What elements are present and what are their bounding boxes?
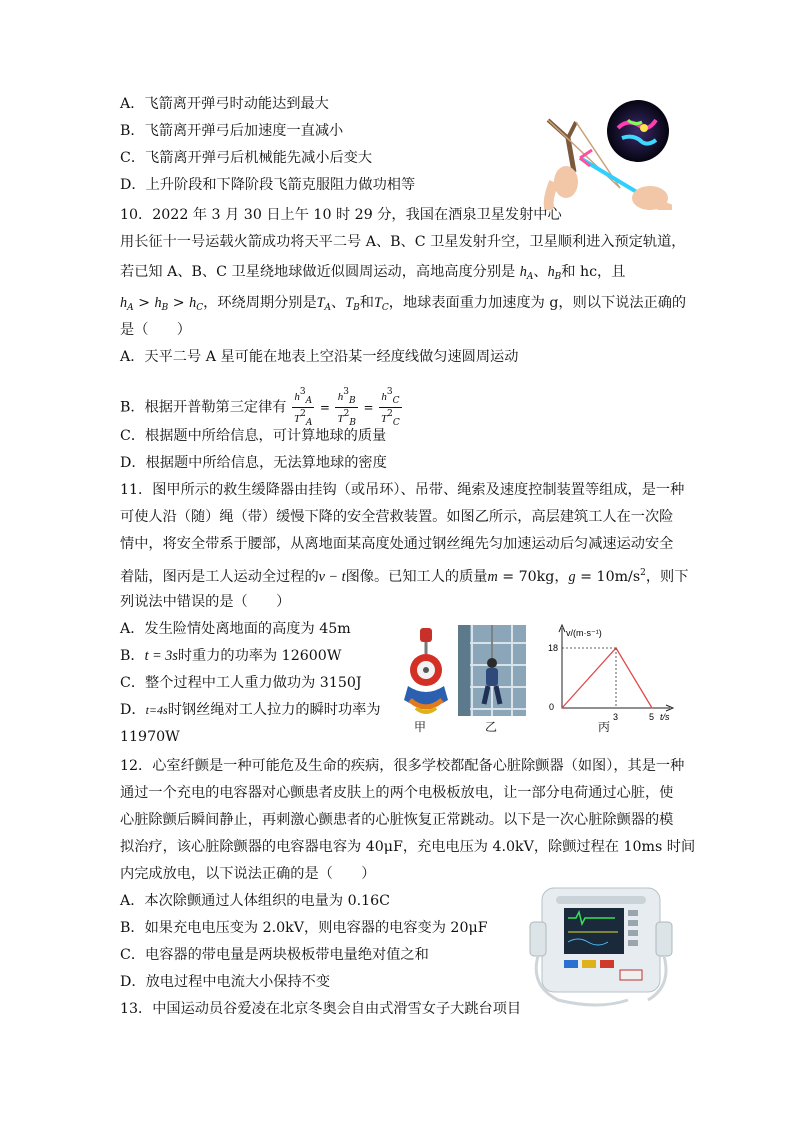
q9-option-b: B．飞箭离开弹弓后加速度一直减小 [120,123,344,139]
q10-stem-line3-text: 若已知 A、B、C 卫星绕地球做近似圆周运动，高地高度分别是 [120,264,516,280]
q11-stem-line3: 情中，将安全带系于腰部，从离地面某高度处通过钢丝绳先匀加速运动后匀减速运动安全 [120,536,674,552]
q10-stem-line5: 是（ ） [120,322,191,338]
q12-stem-line5: 内完成放电，以下说法正确的是（ ） [120,866,376,882]
q10-stem-line1: 10．2022 年 3 月 30 日上午 10 时 29 分，我国在酒泉卫星发射中心 [120,207,562,223]
q11-stem-line1: 11．图甲所示的救生缓降器由挂钩（或吊环）、吊带、绳索及速度控制装置等组成，是一种 [120,482,685,498]
y-tick-label: 18 [548,643,559,653]
x-axis-label: t/s [660,712,670,722]
q10-stem-line4: $h_A > h_B > h_C$，环绕周期分别是$T_A$、$T_B$和$T_C$，地球表面重力加速度为 g，则以下说法正确的 [120,295,687,313]
q13-stem-line1: 13．中国运动员谷爱凌在北京冬奥会自由式滑雪女子大跳台项目 [120,1001,522,1017]
vt-data-point [615,647,617,649]
q11-stem-line4: 着陆，图丙是工人运动全过程的v − t图像。已知工人的质量m = 70kg，$g = 10m/s^2$，则下 [120,568,689,585]
figure-bing-label: 丙 [598,720,611,734]
vt-data-point [651,707,653,709]
vt-data-point [561,707,563,709]
q10-option-a: A．天平二号 A 星可能在地表上空沿某一经度线做匀速圆周运动 [120,349,519,365]
q11-option-b: B．t = 3s时重力的功率为 12600W [120,648,342,664]
q9-option-d: D．上升阶段和下降阶段飞箭克服阻力做功相等 [120,177,416,193]
q11-option-d-line2: 11970W [120,729,180,745]
kepler-fraction-c: $\frac{h^3_C}{T^2_C}$ [381,387,400,428]
q12-option-a: A．本次除颤通过人体组织的电量为 0.16C [120,893,391,909]
figure-yi-label: 乙 [485,720,498,734]
q10-stem-line3: 若已知 A、B、C 卫星绕地球做近似圆周运动，高地高度分别是 $h_A$、$h_B$和 hc，且 [120,264,626,282]
q11-option-a: A．发生险情处离地面的高度为 45m [120,621,351,637]
x-tick-label: 3 [613,712,619,722]
q12-stem-line3: 心脏除颤后瞬间静止，再刺激心颤患者的心脏恢复正常跳动。以下是一次心脏除颤器的模 [120,812,674,828]
q10-stem-line2: 用长征十一号运载火箭成功将天平二号 A、B、C 卫星发射升空，卫星顺利进入预定轨道， [120,234,686,250]
q12-option-c: C．电容器的带电量是两块极板带电量绝对值之和 [120,947,429,963]
q9-option-a: A．飞箭离开弹弓时动能达到最大 [120,96,329,112]
vt-series-line [562,648,652,708]
q11-option-c: C．整个过程中工人重力做功为 3150J [120,675,362,691]
q12-option-d: D．放电过程中电流大小保持不变 [120,974,331,990]
q10-option-b: B．根据开普勒第三定律有 $\frac{h^3_A}{T^2_A}$ = $\frac{h^3_B}{T^2_B}$ = $\frac{h^3_C}{T^2_C}$ [120,387,400,428]
q10-option-c: C．根据题中所给信息，可计算地球的质量 [120,428,387,444]
q11-stem-line5: 列说法中错误的是（ ） [120,594,291,610]
slingshot-photo [540,98,672,210]
kepler-fraction-b: $\frac{h^3_B}{T^2_B}$ [337,387,356,428]
descender-device-figure [398,626,454,718]
origin-label: 0 [549,702,555,712]
worker-building-photo [458,625,526,716]
q10-option-d: D．根据题中所给信息，无法算地球的密度 [120,455,387,471]
x-tick-label: 5 [649,712,655,722]
q11-stem-line2: 可使人沿（随）绳（带）缓慢下降的安全营救装置。如图乙所示，高层建筑工人在一次险 [120,509,674,525]
q9-option-c: C．飞箭离开弹弓后机械能先减小后变大 [120,150,373,166]
q12-stem-line4: 拟治疗，该心脏除颤器的电容器电容为 40μF，充电电压为 4.0kV，除颤过程在 10ms 时间 [120,839,696,855]
q11-option-d: D．t=4s时钢丝绳对工人拉力的瞬时功率为 [120,702,381,718]
figure-jia-label: 甲 [414,720,427,734]
defibrillator-photo [528,882,674,1008]
kepler-fraction-a: $\frac{h^3_A}{T^2_A}$ [294,387,313,428]
y-axis-label: v/(m·s⁻¹) [566,628,602,638]
q12-option-b: B．如果充电电压变为 2.0kV，则电容器的电容变为 20μF [120,920,488,936]
q12-stem-line1: 12．心室纤颤是一种可能危及生命的疾病，很多学校都配备心脏除颤器（如图），其是一种 [120,758,685,774]
q12-stem-line2: 通过一个充电的电容器对心颤患者皮肤上的两个电极板放电，让一部分电荷通过心脏，使 [120,785,674,801]
